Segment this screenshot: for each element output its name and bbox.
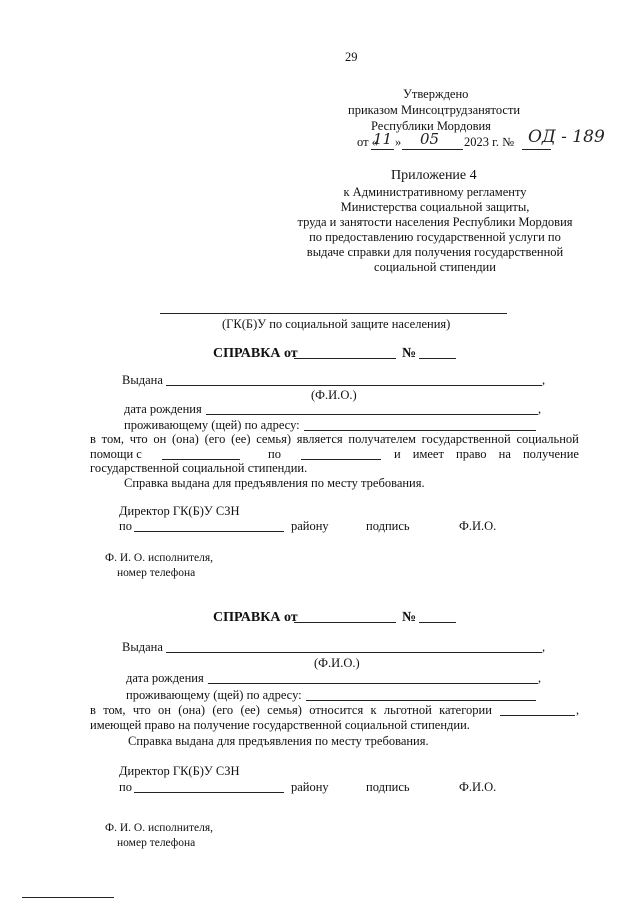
form1-issued-field <box>166 385 542 386</box>
appendix-line-2: Министерства социальной защиты, <box>340 200 530 214</box>
form1-issued: Выдана <box>122 373 163 387</box>
document-page: 29 Утверждено приказом Минсоцтрудзанятости Республики Мордовия от « 11 » 05 2023 г. № ОД - 189 Приложение 4 к Административному регламенту Министерства социальной защиты, труда и занятости населения Республики Мордовия по предоставлению государственной услуги по выдаче справки для получения государственной социальной стипендии (ГК(Б)У по социальной защите населения) СПРАВКА от № Выдана , (Ф.И.О.) дата рождения , проживающему (щей) по адресу: в том, что он (она) (его (ее) семья) является получателем государственной социальной помощи с по и имеет право на получение государственной социальной стипендии. Справка выдана для предъявления по месту требования. Директор ГК(Б)У СЗН по району подпись Ф.И.О. Ф. И. О. исполнителя, номер телефона СПРАВКА от № Выдана , (Ф.И.О.) дата рождения , проживающему (щей) по адресу: в том, что он (она) (его (ее) семья) относится к льготной категории , имеющей право на получение государственной социальной стипендии. Справка выдана для предъявления по месту требования. Директор ГК(Б)У СЗН по району подпись Ф.И.О. Ф. И. О. исполнителя, номер телефона <box>0 0 640 905</box>
form2-executor-1: Ф. И. О. исполнителя, <box>105 822 214 834</box>
form2-text-line-2: имеющей право на получение государственной социальной стипендии. <box>90 718 470 732</box>
form1-director: Директор ГК(Б)У СЗН <box>119 504 240 518</box>
form1-birth-field <box>206 414 538 415</box>
form1-fio-caption: (Ф.И.О.) <box>311 388 357 402</box>
institution-line <box>160 313 507 314</box>
form1-signature: подпись <box>366 519 410 533</box>
form2-category-field <box>500 715 575 716</box>
form2-address-field <box>306 700 536 701</box>
form1-help: помощи с <box>90 447 142 461</box>
form1-po: по <box>268 447 281 461</box>
form2-executor-2: номер телефона <box>117 837 196 849</box>
form2-fio-sign: Ф.И.О. <box>459 780 497 794</box>
form2-fio-caption: (Ф.И.О.) <box>314 656 360 670</box>
form2-text-line-1: в том, что он (она) (его (ее) семья) относится к льготной категории <box>90 703 492 717</box>
form2-issued: Выдана <box>122 640 163 654</box>
form2-district: району <box>291 780 329 794</box>
approval-day: 11 <box>373 130 393 148</box>
form2-po-prefix: по <box>119 780 132 794</box>
appendix-title: Приложение 4 <box>391 168 477 183</box>
form1-district-field <box>134 531 284 532</box>
footnote-rule <box>22 897 114 898</box>
form2-issued-field <box>166 652 542 653</box>
form2-address: проживающему (щей) по адресу: <box>126 688 302 702</box>
form1-po-prefix: по <box>119 519 132 533</box>
form1-text-line-4: Справка выдана для предъявления по месту требования. <box>124 476 425 490</box>
form1-address: проживающему (щей) по адресу: <box>124 418 300 432</box>
form1-executor-1: Ф. И. О. исполнителя, <box>105 552 214 564</box>
form2-num-sign: № <box>402 610 417 625</box>
approval-month: 05 <box>420 130 440 148</box>
appendix-line-3: труда и занятости населения Республики Мордовия <box>297 215 573 229</box>
institution-caption: (ГК(Б)У по социальной защите населения) <box>222 317 451 331</box>
appendix-line-4: по предоставлению государственной услуги по <box>309 230 561 244</box>
form1-address-field <box>304 430 536 431</box>
approval-date-prefix: от « <box>357 135 378 149</box>
form2-title: СПРАВКА от <box>213 610 298 625</box>
form1-executor-2: номер телефона <box>117 567 196 579</box>
form2-birth: дата рождения <box>126 671 204 685</box>
form2-text-line-3: Справка выдана для предъявления по месту требования. <box>128 734 429 748</box>
appendix-line-6: социальной стипендии <box>374 260 496 274</box>
form2-district-field <box>134 792 284 793</box>
form1-num-sign: № <box>402 346 417 361</box>
approval-line-2: приказом Минсоцтрудзанятости <box>348 103 521 117</box>
appendix-line-5: выдаче справки для получения государственной <box>306 245 564 259</box>
approval-line-1: Утверждено <box>403 87 469 101</box>
approval-line-3: Республики Мордовия <box>371 119 491 133</box>
approval-year: 2023 г. № <box>464 135 515 149</box>
form1-has-right: и имеет право на получение <box>394 447 579 461</box>
form1-birth: дата рождения <box>124 402 202 416</box>
form1-text-line-3: государственной социальной стипендии. <box>90 461 308 475</box>
form2-director: Директор ГК(Б)У СЗН <box>119 764 240 778</box>
appendix-line-1: к Административному регламенту <box>343 185 527 199</box>
approval-mid: » <box>395 135 402 149</box>
approval-number: ОД - 189 <box>528 127 605 147</box>
form1-fio-sign: Ф.И.О. <box>459 519 497 533</box>
form1-text-line-1: в том, что он (она) (его (ее) семья) является получателем государственной социальной <box>90 432 579 446</box>
form2-signature: подпись <box>366 780 410 794</box>
form2-birth-field <box>208 683 538 684</box>
form1-title: СПРАВКА от <box>213 346 298 361</box>
page-number: 29 <box>345 50 358 64</box>
form1-district: району <box>291 519 329 533</box>
